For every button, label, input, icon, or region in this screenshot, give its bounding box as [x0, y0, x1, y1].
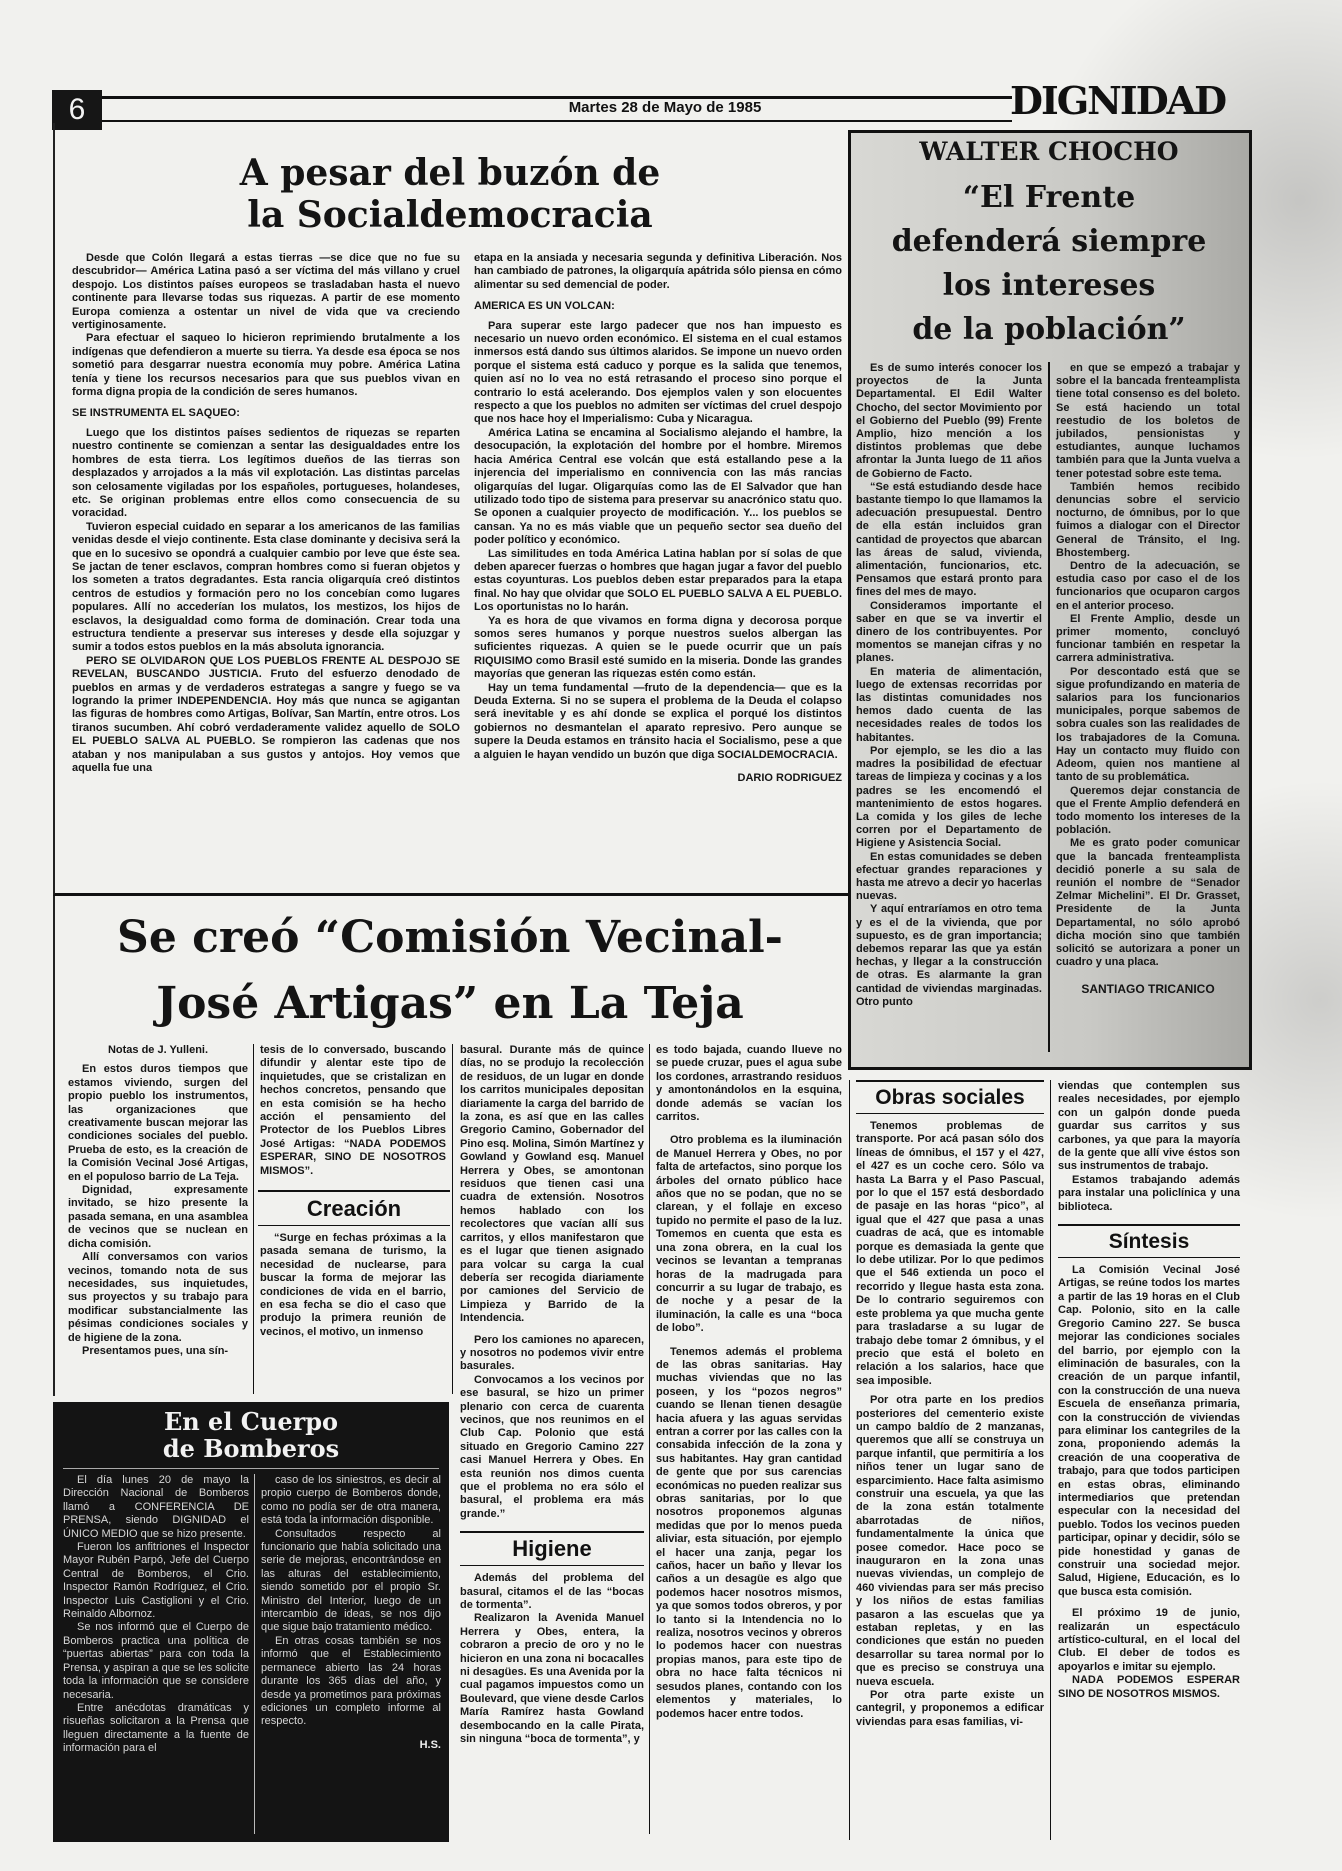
sintesis-heading: Síntesis: [1108, 1230, 1190, 1254]
article-buzon-title-line2: la Socialdemocracia: [247, 194, 653, 236]
bomberos-author: H.S.: [419, 1738, 441, 1751]
interview-col1: [856, 362, 1042, 1009]
paragraph: Otro problema es la iluminación de Manuel Herrera y Obes, no por falta de artefactos, sino porque los árboles del ornato público hace años que no se podan, que no se clarean, y el follaje en exceso tupido no permite el paso de la luz. Tomemos en cuenta que esta es una zona obrera, en la cual los vecinos se levantan a tempranas horas de la madrugada para concurrir a su lugar de trabajo, es de noche y a pesar de la iluminación, la calle es una “boca de lobo”.: [656, 1134, 842, 1335]
paragraph: Es de sumo interés conocer los proyectos de la Junta Departamental. El Edil Walter Chocho, del sector Movimiento por el Gobierno del Pueblo (99) Frente Amplio, hizo mención a los distintos problemas que debe afrontar la Junta luego de 11 años de Gobierno de Facto.: [856, 362, 1042, 480]
paragraph: Por otra parte existe un cantegril, y proponemos a edificar viviendas para esas familias, vi-: [856, 1689, 1044, 1728]
article-teja-title-line2: José Artigas” en La Teja: [156, 978, 744, 1029]
article-teja-col4: [656, 1044, 842, 1721]
bomberos-col2: [261, 1474, 441, 1752]
paragraph: Las similitudes en toda América Latina hablan por sí solas de que deben aparecer fuerzas o hombres que hagan jugar a favor del pueblo estas coyunturas. Los pueblos deben estar preparados para la etapa final. No hay que olvidar que SOLO EL PUEBLO SALVA A EL PUEBLO. Los oportunistas no lo harán.: [474, 547, 842, 614]
paragraph: Queremos dejar constancia de que el Frente Amplio defenderá en todo momento los intereses de la población.: [1056, 784, 1240, 837]
column-divider: [849, 1080, 850, 1840]
paragraph: en que se empezó a trabajar y sobre el la bancada frenteamplista tiene total consenso es del boleto. Se está haciendo un total reestudio de los boletos de jubilados, pensionistas y estudiantes, aunque luchamos también para que la Junta vuelva a tener potestad sobre este tema.: [1056, 362, 1240, 480]
paragraph: Para superar este largo padecer que nos han impuesto es necesario un nuevo orden económico. El sistema en el cual estamos inmersos está dando sus últimos alaridos. Se impone un nuevo orden porque el sistema está caduco y porque es la salida que tenemos, quien así no lo vea no está retrasando el proceso sino porque el contrario lo está acelerando. Dos ejemplos valen y son elocuentes respecto a que los pueblos no admiten ser víctimas del cruel despojo que nos hace hoy el Imperialismo: Cuba y Nicaragua.: [474, 319, 842, 426]
paragraph: Por otra parte en los predios posteriores del cementerio existe un campo baldío de 2 manzanas, queremos que allí se construya un parque infantil, que permitiría a los niños tener un lugar sano de esparcimiento. Hace falta asimismo construir una escuela, ya que las de la zona están totalmente abarrotadas de niños, fundamentalmente la única que posee comedor. Hace poco se inauguraron en la zona unas nuevas viviendas, un complejo de 460 viviendas para ser más preciso y los niños de estas familias pasaron a las escuelas que ya estaban repletas, y en las condiciones que están no pueden desarrollar su tarea normal por lo que es preciso se construya una nueva escuela.: [856, 1394, 1044, 1688]
paragraph: caso de los siniestros, es decir al propio cuerpo de Bomberos donde, como no podía ser de otra manera, está toda la información disponible.: [261, 1474, 441, 1527]
subheading-saqueo: SE INSTRUMENTA EL SAQUEO:: [72, 407, 240, 420]
paragraph: Desde que Colón llegará a estas tierras —se dice que no fue su descubridor— América Latina pasó a ser víctima del más villano y cruel despojo. Los distintos países europeos se trasladaban hasta el nuevo continente para llevarse todas sus riquezas. A partir de ese momento Europa comienza a ostentar un nivel de vida que va creciendo vertiginosamente.: [72, 252, 460, 332]
creacion-rule-top: [258, 1190, 450, 1192]
paragraph: En otras cosas también se nos informó que el Establecimiento permanece abierto las 24 horas durante los 365 días del año, y desde ya prometimos para próximas ediciones un completo informe al respecto.: [261, 1634, 441, 1728]
bomberos-col1: [63, 1474, 249, 1756]
paragraph: Convocamos a los vecinos por ese basural, se hizo un primer plenario con cerca de cuarenta vecinos, que nos reunimos en el Club Cap. Polonio que está situado en Gregorio Camino 227 casi Manuel Herrera y Obes. En esta reunión nos dimos cuenta que el problema no era sólo el basural, el problema era más grande.”: [460, 1373, 644, 1520]
interview-headline-line: defenderá siempre: [891, 224, 1207, 259]
paragraph: Tenemos problemas de transporte. Por acá pasan sólo dos líneas de ómnibus, el 157 y el 427, el 427 es un coche cero. Sólo va hasta La Barra y el Paso Pascual, por lo que el 157 está desbordado de pasaje en las horas “pico”, al igual que el 427 que pasa a unas cuadras de acá, que es intomable porque es demasiada la gente que lo debe utilizar. Por lo que pedimos que el 546 extienda un poco el recorrido y llegue hasta esta zona. De lo contrario seguiremos con este problema ya que mucha gente para trasladarse a su lugar de trabajo debe tomar 2 ómnibus, y el precio que está el boleto en relación a los salarios, hace que sea imposible.: [856, 1120, 1044, 1387]
subheading-volcan: AMERICA ES UN VOLCAN:: [474, 300, 615, 313]
higiene-rule-bottom: [460, 1565, 644, 1566]
paragraph: Pero los camiones no aparecen, y nosotros no podemos vivir entre basurales.: [460, 1333, 644, 1373]
bomberos-title-line1: En el Cuerpo: [163, 1407, 339, 1436]
paragraph: Por descontado está que se sigue profundizando en materia de salarios para los funcionarios municipales, porque sabemos de sobra cuales son las realidades de los trabajadores de la Comuna. Hay un contacto muy fluido con Adeom, quien nos mantiene al tanto de su problemática.: [1056, 665, 1240, 784]
paragraph: En estos duros tiempos que estamos viviendo, surgen del propio pueblo los instrumentos, las organizaciones que creativamente buscan mejorar las condiciones sociales del pueblo. Prueba de esto, es la creación de la Comisión Vecinal José Artigas, en el populoso barrio de La Teja.: [68, 1063, 248, 1183]
article-buzon-author: DARIO RODRIGUEZ: [737, 772, 842, 785]
paragraph: El día lunes 20 de mayo la Dirección Nacional de Bomberos llamó a CONFERENCIA DE PRENSA, siendo DIGNIDAD el ÚNICO MEDIO que se hizo presente.: [63, 1474, 249, 1540]
article-teja-col2: [260, 1044, 446, 1178]
paragraph: Entre anécdotas dramáticas y risueñas solicitaron a la Prensa que lleguen directamente a la fuente de información para el: [63, 1701, 249, 1755]
column-divider: [253, 1044, 254, 1394]
column-divider: [649, 1044, 650, 1834]
bomberos-column-divider: [254, 1474, 255, 1834]
masthead-rule-bottom: [102, 120, 1012, 122]
paragraph: La Comisión Vecinal José Artigas, se reúne todos los martes a partir de las 19 horas en el Club Cap. Polonio, sito en la calle Gregorio Camino 227. Se busca mejorar las condiciones sociales del barrio, por ejemplo con la eliminación de basurales, con la creación de un parque infantil, con la construcción de una nueva Escuela de enseñanza primaria, con la construcción de viviendas para eliminar los cantegriles de la zona, proponiendo además la creación de una cooperativa de trabajo, para que todos participen en estas obras, eliminando intermediarios que pretendan especular con la necesidad del pueblo. Todos los vecinos pueden participar, opinar y decidir, sólo se pide honestidad y ganas de construir una sociedad mejor. Salud, Higiene, Educación, es lo que busca esta comisión.: [1058, 1264, 1240, 1598]
higiene-heading: Higiene: [512, 1536, 592, 1562]
interview-headline-line: “El Frente: [962, 180, 1136, 215]
article-buzon-col1: [72, 252, 460, 775]
newspaper-logo: DIGNIDAD: [1010, 78, 1226, 123]
paragraph: Dentro de la adecuación, se estudia caso por caso el de los funcionarios que ocuparon cargos en el anterior proceso.: [1056, 560, 1240, 612]
creacion-rule-bottom: [258, 1225, 450, 1226]
paragraph: Por ejemplo, se les dio a las madres la posibilidad de efectuar tareas de limpieza y cocinas y a los padres se les encomendó el mantenimiento de estos hogares. La comida y los giles de leche corren por el Departamento de Higiene y Asistencia Social.: [856, 744, 1042, 850]
paragraph: Fueron los anfitriones el Inspector Mayor Rubén Parpó, Jefe del Cuerpo Central de Bomberos, el Crio. Inspector Ramón Rodríguez, el Crio. Inspector Luis Castiglioni y el Crio. Reinaldo Albornoz.: [63, 1541, 249, 1621]
bomberos-rule: [63, 1468, 439, 1469]
bomberos-title: [53, 1408, 449, 1462]
paragraph: En estas comunidades se deben efectuar grandes reparaciones y hasta me atrevo a decir yo hacerlas nuevas.: [856, 850, 1042, 903]
paragraph: viendas que contemplen sus reales necesidades, por ejemplo con un galpón donde pueda guardar sus carritos y sus carbones, ya que para la mayoría de la gente que allí vive éstos son sus instrumentos de trabajo.: [1058, 1080, 1240, 1173]
paragraph: Se nos informó que el Cuerpo de Bomberos practica una política de “puertas abiertas” para con toda la Prensa, y aspiran a que se les solicite toda la información que se considere necesaria.: [63, 1621, 249, 1701]
column-divider: [452, 1044, 453, 1394]
paragraph: Tuvieron especial cuidado en separar a los americanos de las familias venidas desde el viejo continente. Esta clase dominante y decisiva será la que en lo sucesivo se opondrá a cualquier cambio por leve que éste sea. Se jactan de tener esclavos, compran hombres como si fueran objetos y los someten a tratos degradantes. Esta rancia oligarquía creó distintos centros de estudios y formación pero no los concebían como lugares populares. Allí no accederían los mulatos, los mestizos, los hijos de esclavos, la desigualdad como forma de dominación. Crear toda una estructura tendiente a preservar sus intereses y desde ella sojuzgar y sumir a todos estos pueblos en la más absoluta ignorancia.: [72, 520, 460, 654]
paragraph: Realizaron la Avenida Manuel Herrera y Obes, entera, la cobraron a precio de oro y no le hicieron en una zona ni bocacalles ni desagües. Es una Avenida por la cual pagamos impuestos como un Boulevard, que viene desde Carlos María Ramírez hasta Gowland desembocando en la calle Pirata, sin ninguna “boca de tormenta”, y: [460, 1612, 644, 1746]
paragraph: basural. Durante más de quince días, no se produjo la recolección de residuos, de un lugar en donde los carritos municipales depositan diariamente la carga del barrido de la zona, es así que en las calles Gregorio Camino, Gobernador del Pino esq. Molina, Simón Martínez y Gowland y Gowland esq. Manuel Herrera y Obes, se amontonan residuos que tienen casi una cuadra de extensión. Nosotros hemos hablado con los recolectores que vacían allí sus carritos, y ellos manifestaron que es el lugar que tienen asignado para volcar su carga la cual debería ser recogida diariamente por camiones del Servicio de Limpieza y Barrido de la Intendencia.: [460, 1044, 644, 1325]
paragraph: Consideramos importante el saber en que se va invertir el dinero de los contribuyentes. Por momentos se manejan cifras y no planes.: [856, 599, 1042, 665]
article-teja-byline: Notas de J. Yulleni.: [107, 1044, 209, 1056]
paragraph: “Surge en fechas próximas a la pasada semana de turismo, la necesidad de nuclearse, para buscar la forma de mejorar las condiciones de vida en el barrio, en esa fecha se dio el caso que produjo la primera reunión de vecinos, el motivo, un inmenso: [260, 1232, 446, 1338]
paragraph: En materia de alimentación, luego de extensas recorridas por las distintas comunidades nos hemos dado cuenta de las necesidades reales de todos los habitantes.: [856, 665, 1042, 744]
obras-column: [856, 1080, 1044, 1729]
paragraph: Además del problema del basural, citamos el de las “bocas de tormenta”.: [460, 1572, 644, 1612]
article-teja-col1: [68, 1044, 248, 1358]
creacion-text: [260, 1232, 446, 1339]
paragraph: etapa en la ansiada y necesaria segunda y definitiva Liberación. Nos han cambiado de patrones, la oligarquía apátrida sólo piensa en cómo alimentar su sed demencial de poder.: [474, 252, 842, 291]
paragraph: El Frente Amplio, desde un primer momento, concluyó funcionar también en respetar la carrera administrativa.: [1056, 612, 1240, 665]
bomberos-box: [53, 1402, 449, 1842]
paragraph: Consultados respecto al funcionario que había solicitado una serie de mejoras, encontrándose en las alturas del establecimiento, siendo sometido por el propio Sr. Ministro del Interior, luego de un intercambio de ideas, se nos dijo que sigue bajo tratamiento médico.: [261, 1527, 441, 1634]
paragraph: América Latina se encamina al Socialismo alejando el hambre, la desocupación, la explotación del hombre por el hombre. Miremos hacia América Central ese volcán que está estallando pese a la injerencia del imperialismo en connivencia con las más rancias oligarquías del lugar. Oligarquías como las de El Salvador que han utilizado todo tipo de sistema para preservar su anacrónico statu quo. Se oponen a cualquier proyecto de modificación. Y... los pueblos se cansan. Ya no es más viable que un pequeño sector sea dueño del poder político y económico.: [474, 426, 842, 547]
paragraph: NADA PODEMOS ESPERAR SINO DE NOSOTROS MISMOS.: [1058, 1674, 1240, 1700]
paragraph: Dignidad, expresamente invitado, se hizo presente la pasada semana, en una asamblea de vecinos que se nuclean en dicha comisión.: [68, 1184, 248, 1250]
paragraph: Hay un tema fundamental —fruto de la dependencia— que es la Deuda Externa. Si no se supera el problema de la Deuda el colapso será inevitable y es ahí donde se explica el porqué los distintos gobiernos no desmantelan el aparato represivo. Pero aunque se supere la Deuda estamos en tránsito hacia el Socialismo, pese a que a alguien le hayan vendido un buzón que diga SOCIALDEMOCRACIA.: [474, 681, 842, 761]
article-buzon-col2: [474, 252, 842, 785]
paragraph: Allí conversamos con varios vecinos, tomando nota de sus necesidades, sus inquietudes, sus proyectos y su trabajo para modificar substancialmente las pésimas condiciones sociales y de higiene de la zona.: [68, 1251, 248, 1344]
column-divider: [1050, 1080, 1051, 1840]
sintesis-rule-top: [1058, 1224, 1240, 1226]
interview-column-divider: [1048, 362, 1050, 1052]
paragraph: El próximo 19 de junio, realizarán un espectáculo artístico-cultural, en el local del Club. El deber de todos es apoyarlos e imitar su ejemplo.: [1058, 1607, 1240, 1673]
creacion-heading: Creación: [306, 1196, 402, 1221]
article-teja-title: [60, 905, 840, 1037]
paragraph: Luego que los distintos países sedientos de riquezas se reparten nuestro continente se comienzan a sentar las desigualdades entre los hombres de esta tierra. Los legítimos dueños de las tierras son desplazados y arrojados a la más vil explotación. Las distintas parcelas son celosamente vigiladas por los españoles, portugueses, holandeses, etc. Se originan problemas entre ellos como consecuencia de su voracidad.: [72, 426, 460, 520]
issue-date: Martes 28 de Mayo de 1985: [568, 99, 762, 116]
article-buzon-title: [90, 152, 810, 236]
interview-col2: [1056, 362, 1240, 997]
obras-rule-bottom: [856, 1113, 1044, 1114]
higiene-rule-top: [460, 1531, 644, 1533]
paragraph: Me es grato poder comunicar que la bancada frenteamplista decidió ponerle a su sala de reunión el nombre de “Senador Zelmar Michelini”. El Dr. Grasset, Presidente de la Junta Departamental, no sólo aprobó dicha moción sino que también solicitó se autorizara a poner un cuadro y una placa.: [1056, 837, 1240, 969]
paragraph: Tenemos además el problema de las obras sanitarias. Hay muchas viviendas que no las poseen, y los “pozos negros” cuando se llenan tienen desagüe hacia afuera y las aguas servidas entran a correr por las calles con la consabida infección de la zona y sus habitantes. Hay gran cantidad de gente que por sus carencias económicas no pueden realizar sus obras sanitarias, por lo que nosotros proponemos algunas medidas que por lo menos pueda aliviar, esta situación, por ejemplo el hacer una zanja, pegar los caños, hacer un baño y llevar los caños a un desagüe es algo que podemos hacer nosotros mismos, ya que somos todos obreros, y por lo tanto si la Intendencia no lo realiza, nosotros vecinos y obreros lo podemos hacer con nuestras propias manos, para este tipo de obra no hace falta técnicos ni sesudos planes, contando con los elementos y materiales, lo podemos hacer entre todos.: [656, 1345, 842, 1720]
paragraph: es todo bajada, cuando llueve no se puede cruzar, pues el agua sube los cordones, arrastrando residuos y amontonándolos en la esquina, donde además se vacían los carritos.: [656, 1044, 842, 1124]
paragraph: tesis de lo conversado, buscando difundir y alentar este tipo de inquietudes, que se cristalizan en hechos concretos, pensando que en esta comisión se ha hecho acción el pensamiento del Protector de los Pueblos Libres José Artigas: “NADA PODEMOS ESPERAR, SINO DE NOSOTROS MISMOS”.: [260, 1044, 446, 1177]
article-teja-left-border: [53, 896, 55, 1396]
bomberos-title-line2: de Bomberos: [162, 1434, 340, 1463]
page-number: 6: [52, 90, 102, 130]
paragraph: Ya es hora de que vivamos en forma digna y decorosa porque somos seres humanos y porque nuestros suelos albergan las suficientes riquezas. A quien se le puede ocurrir que un país RIQUISIMO como Brasil esté sumido en la miseria. Donde las grandes mayorías que generan las riquezas estén como están.: [474, 614, 842, 681]
article-buzon-title-line1: A pesar del buzón de: [239, 152, 661, 194]
interview-headline: [850, 176, 1248, 352]
interview-kicker: WALTER CHOCHO: [919, 137, 1179, 166]
paragraph: Y aquí entraríamos en otro tema y es el de la vivienda, que por supuesto, es de gran importancia; debemos reparar las que ya están hechas, y llegar a la construcción de otras. Es alarmante la gran cantidad de viviendas marginadas. Otro punto: [856, 903, 1042, 1008]
paragraph: Estamos trabajando además para instalar una policlínica y una biblioteca.: [1058, 1173, 1240, 1213]
paragraph: “Se está estudiando desde hace bastante tiempo lo que llamamos la adecuación presupuestal. Dentro de ella están incluidos gran cantidad de proyectos que abarcan las áreas de salud, vivienda, alimentación, funcionarios, etc. Pensamos que estará pronto para fines del mes de mayo.: [856, 480, 1042, 599]
article-teja-col6: [1058, 1080, 1240, 1701]
paragraph: Presentamos pues, una sín-: [82, 1344, 229, 1357]
paragraph: PERO SE OLVIDARON QUE LOS PUEBLOS FRENTE AL DESPOJO SE REVELAN, BUSCANDO JUSTICIA. Fruto del esfuerzo denodado de pueblos en armas y de verdaderos estrategas a sangre y fuego se va logrando la primer INDEPENDENCIA. Hoy más que nunca se agigantan las figuras de hombres como Artigas, Bolívar, San Martín, entre otros. Los tiranos sucumben. Ahí cobró verdaderamente validez aquello de SOLO EL PUEBLO SALVA AL PUEBLO. Se rompieron las cadenas que nos ataban y nos manipulaban a sus gustos y antojos. Hoy vemos que aquella fue una: [72, 654, 460, 775]
sintesis-rule-bottom: [1058, 1257, 1240, 1258]
interview-author: SANTIAGO TRICANICO: [1081, 982, 1215, 997]
obras-heading: Obras sociales: [875, 1086, 1025, 1109]
paragraph: También hemos recibido denuncias sobre el servicio nocturno, de ómnibus, por lo que fuimos a dialogar con el Director General de Tránsito, el Ing. Bhostemberg.: [1056, 480, 1240, 559]
article-teja-title-line1: Se creó “Comisión Vecinal-: [117, 912, 783, 963]
obras-rule-top: [856, 1080, 1044, 1082]
interview-headline-line: los intereses: [942, 268, 1156, 303]
interview-headline-line: de la población”: [912, 312, 1186, 347]
article-teja-col3: [460, 1044, 644, 1747]
paragraph: Para efectuar el saqueo lo hicieron reprimiendo brutalmente a los indígenas que defendieron a muerte su tierra. Ya desde esa época se nos sometió para desgarrar nuestra economía muy pobre. América Latina tenía y tiene los recursos necesarios para que sus pueblos vivan en forma digna propia de la condición de seres humanos.: [72, 332, 460, 399]
